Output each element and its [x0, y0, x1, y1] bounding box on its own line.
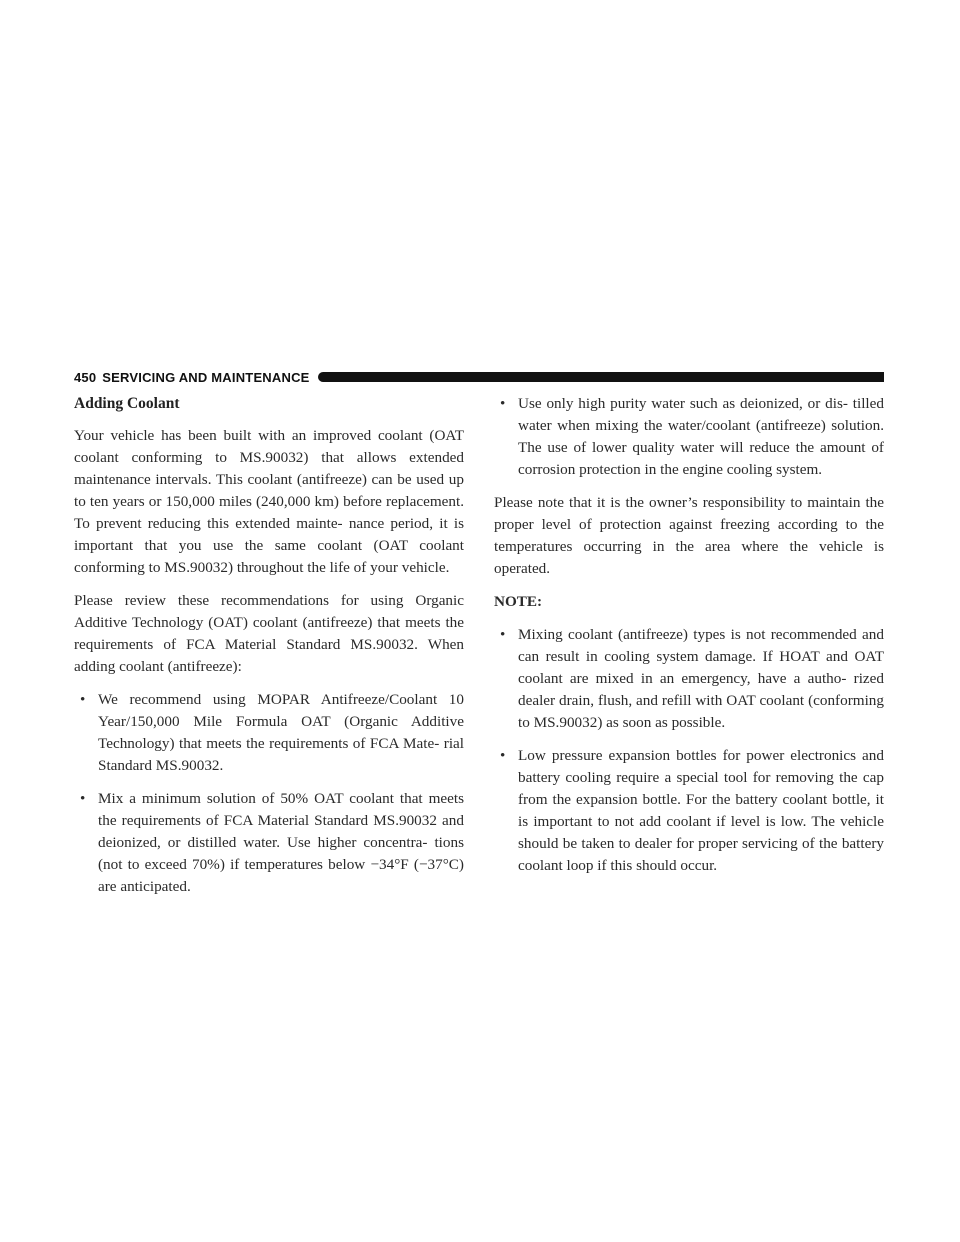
- bullet-icon: •: [500, 747, 506, 764]
- list-item: [74, 788, 464, 898]
- bullet-icon: •: [500, 395, 506, 412]
- list-item-text: Mix a minimum solution of 50% OAT coolant that meets the requirements of FCA Material Standard MS.90032 and deionized, or distilled water. Use higher concentra- tions (not to exceed 70%) if temperatures below −34°F (−37°C) are anticipated.: [98, 790, 464, 895]
- bullet-list: [494, 393, 884, 481]
- note-bullet-list: [494, 624, 884, 877]
- bullet-icon: •: [80, 691, 86, 708]
- list-item: [494, 624, 884, 734]
- left-column: [74, 393, 464, 909]
- list-item: [74, 689, 464, 777]
- section-heading: Adding Coolant: [74, 395, 180, 412]
- list-item-text: Low pressure expansion bottles for power electronics and battery cooling require a special tool for removing the cap from the expansion bottle. For the battery coolant bottle, it is important to not add coolant if level is low. The vehicle should be taken to dealer for proper servicing of the battery coolant loop if this should occur.: [518, 747, 884, 874]
- bullet-list: [74, 689, 464, 898]
- right-column: [494, 393, 884, 888]
- note-label: NOTE:: [494, 593, 543, 610]
- page-number: 450: [74, 369, 97, 385]
- list-item: [494, 745, 884, 877]
- list-item-text: Mixing coolant (antifreeze) types is not recommended and can result in cooling system damage. If HOAT and OAT coolant are mixed in an emergency, have a autho- rized dealer drain, flush, and refill with OAT coolant (conforming to MS.90032) as soon as possible.: [518, 626, 884, 731]
- list-item-text: We recommend using MOPAR Antifreeze/Coolant 10 Year/150,000 Mile Formula OAT (Organic Additive Technology) that meets the requirements of FCA Mate- rial Standard MS.90032.: [98, 691, 464, 774]
- list-item-text: Use only high purity water such as deionized, or dis- tilled water when mixing the water/coolant (antifreeze) solution. The use of lower quality water will reduce the amount of corrosion protection in the engine cooling system.: [518, 395, 884, 478]
- list-item: [494, 393, 884, 481]
- bullet-icon: •: [500, 626, 506, 643]
- paragraph: Please note that it is the owner’s responsibility to maintain the proper level of protection against freezing according to the temperatures occurring in the area where the vehicle is operated.: [494, 494, 884, 577]
- section-title: SERVICING AND MAINTENANCE: [102, 369, 310, 385]
- paragraph: Your vehicle has been built with an improved coolant (OAT coolant conforming to MS.90032) that allows extended maintenance intervals. This coolant (antifreeze) can be used up to ten years or 150,000 miles (240,000 km) before replacement. To prevent reducing this extended mainte- nance period, it is important that you use the same coolant (OAT coolant conforming to MS.90032) throughout the life of your vehicle.: [74, 427, 464, 576]
- header-rule: [318, 372, 884, 382]
- paragraph: Please review these recommendations for using Organic Additive Technology (OAT) coolant (antifreeze) that meets the requirements of FCA Material Standard MS.90032. When adding coolant (antifreeze):: [74, 592, 464, 675]
- page-header: [74, 369, 884, 385]
- bullet-icon: •: [80, 790, 86, 807]
